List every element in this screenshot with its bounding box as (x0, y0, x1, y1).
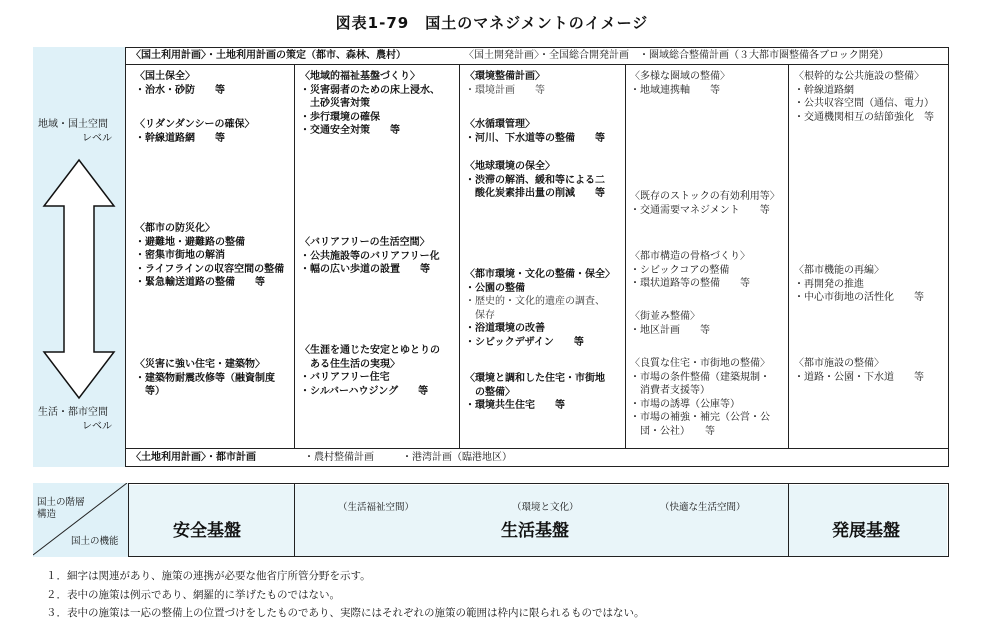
life-base-label: 生活基盤 (501, 521, 569, 541)
group-item: ・交通需要マネジメント 等 (630, 204, 770, 216)
group-item: 土砂災害対策 (300, 98, 370, 110)
top-strip-divider (126, 64, 948, 65)
group-heading: 〈地球環境の保全〉 (465, 161, 555, 172)
safety-base-label: 安全基盤 (173, 521, 241, 541)
group-item: ・中心市街地の活性化 等 (794, 292, 924, 304)
group-eco-housing (465, 372, 605, 413)
group-heading: 〈バリアフリーの生活空間〉 (300, 237, 430, 248)
group-heading: 〈多様な圏域の整備〉 (630, 71, 730, 82)
double-arrow-icon (40, 158, 118, 400)
group-heading: 〈災害に強い住宅・建築物〉 (135, 359, 265, 370)
group-global-environment (465, 160, 605, 201)
group-item: ・密集市街地の解消 (135, 250, 225, 262)
note-2: ２．表中の施策は例示であり、網羅的に挙げたものではない。 (46, 588, 340, 601)
group-item: ・ライフラインの収容空間の整備 (135, 263, 285, 275)
group-water-cycle (465, 118, 605, 145)
column-divider-4 (788, 64, 789, 448)
group-national-conservation (135, 70, 225, 97)
group-item: ・歩行環境の確保 (300, 111, 380, 123)
bottom-strip-divider (126, 448, 948, 449)
hierarchy-label-line2: 構造 (37, 509, 57, 520)
level-bottom-label-2: レベル (82, 421, 112, 432)
group-item: ・避難地・避難路の整備 (135, 236, 245, 248)
group-heading: 〈都市環境・文化の整備・保全〉 (465, 269, 615, 280)
land-use-plan-strip (131, 49, 406, 63)
group-item: ・地区計画 等 (630, 324, 710, 336)
function-table-header-cell (33, 483, 129, 557)
group-item: ・シビックデザイン 等 (465, 336, 584, 348)
group-urban-disaster-prevention (135, 222, 284, 290)
group-heading: 〈生涯を通じた安定とゆとりの (300, 345, 440, 356)
group-heading: 〈地域的福祉基盤づくり〉 (300, 71, 420, 82)
national-development-plan-strip (464, 49, 889, 63)
national-development-plan-text: 〈国土開発計画〉・全国総合開発計画 ・圏域総合整備計画（３大都市圏整備各ブロック開発） (464, 50, 889, 61)
group-urban-facilities (794, 357, 924, 384)
welfare-space-label: （生活福祉空間） (338, 502, 415, 513)
group-item: ・シルバーハウジング 等 (300, 385, 429, 397)
note-3: ３．表中の施策は一応の整備上の位置づけをしたものであり、実際にはそれぞれの施策の範囲は枠内に限られるものではない。 (46, 607, 645, 619)
function-label: 国土の機能 (71, 536, 119, 547)
group-urban-culture (465, 268, 615, 350)
group-lifelong-housing (300, 344, 440, 398)
group-item: 酸化炭素排出量の削減 等 (465, 188, 605, 200)
hierarchy-label-line1: 国土の階層 (37, 497, 85, 508)
group-item: ・渋滞の解消、緩和等による二 (465, 174, 605, 186)
development-base-label: 発展基盤 (832, 521, 900, 541)
rural-plan-text: ・農村整備計画 (304, 452, 374, 463)
group-item: ・建築物耐震改修等（融資制度 (135, 372, 275, 384)
group-quality-housing (630, 357, 770, 439)
group-barrier-free-space (300, 236, 440, 277)
port-plan-text: ・港湾計画（臨港地区） (402, 452, 512, 463)
group-item: ・環状道路等の整備 等 (630, 278, 750, 290)
group-item: ・シビックコアの整備 (630, 264, 730, 276)
group-streetscape (630, 310, 710, 337)
hierarchy-label (37, 497, 85, 521)
comfort-space-label: （快適な生活空間） (660, 502, 746, 513)
group-item: ある住生活の実現〉 (300, 358, 400, 370)
level-bottom-label-1: 生活・都市空間 (38, 407, 108, 418)
group-heading: 〈環境整備計画〉 (465, 71, 545, 82)
group-regional-welfare-base (300, 70, 440, 138)
column-divider-3 (625, 64, 626, 448)
group-existing-stock (630, 190, 780, 217)
group-item: ・環境計画 等 (465, 84, 545, 96)
environment-culture-label: （環境と文化） (512, 502, 579, 513)
note-1: １．細字は関連があり、施策の連携が必要な他省庁所管分野を示す。 (46, 570, 371, 582)
group-item: ・緊急輸送道路の整備 等 (135, 277, 265, 289)
group-heading: 〈街並み整備〉 (630, 311, 700, 322)
group-item: 等） (135, 386, 165, 398)
group-item: ・公共収容空間（通信、電力） (794, 98, 934, 110)
group-item: ・再開発の推進 (794, 278, 864, 290)
group-heading: 〈都市の防災化〉 (135, 223, 215, 234)
group-heading: 〈国土保全〉 (135, 71, 195, 82)
column-divider-1 (294, 64, 295, 448)
group-heading: 〈都市機能の再編〉 (794, 265, 884, 276)
group-item: 団・公社） 等 (630, 425, 715, 437)
group-item: ・道路・公園・下水道 等 (794, 371, 924, 383)
group-heading: 〈既存のストックの有効利用等〉 (630, 191, 780, 202)
group-item: ・浴道環境の改善 (465, 323, 545, 335)
figure-title: 図表1-79 国土のマネジメントのイメージ (335, 14, 649, 32)
group-item: ・市場の条件整備（建築規制・ (630, 371, 770, 383)
group-heading: 〈リダンダンシーの確保〉 (135, 119, 255, 130)
group-item: ・公共施設等のバリアフリー化 (300, 250, 440, 262)
group-heading: 〈良質な住宅・市街地の整備〉 (630, 358, 770, 369)
group-urban-function-reorganization (794, 264, 924, 305)
group-item: ・地域連携軸 等 (630, 84, 720, 96)
group-heading: 〈水循環管理〉 (465, 119, 535, 130)
group-item: ・治水・砂防 等 (135, 84, 225, 96)
group-item: 消費者支援等） (630, 385, 710, 397)
group-item: ・幹線道路網 等 (135, 132, 225, 144)
group-heading: 〈根幹的な公共施設の整備〉 (794, 71, 924, 82)
group-item: ・環境共生住宅 等 (465, 400, 565, 412)
group-regional-spheres (630, 70, 730, 97)
level-top-label-1: 地域・国土空間 (38, 119, 108, 130)
group-item: ・バリアフリー住宅 (300, 372, 390, 384)
group-environment-plan (465, 70, 545, 97)
city-plan-text: 〈土地利用計画〉・都市計画 (131, 452, 256, 463)
group-heading: 〈都市構造の骨格づくり〉 (630, 251, 750, 262)
land-use-plan-text: 〈国土利用計画〉・土地利用計画の策定（都市、森林、農村） (131, 50, 406, 61)
function-divider-2 (788, 484, 789, 556)
level-top-label-2: レベル (82, 133, 112, 144)
group-item: 保存 (465, 309, 495, 321)
group-heading: 〈都市施設の整備〉 (794, 358, 884, 369)
group-item: ・幹線道路網 (794, 84, 854, 96)
group-redundancy (135, 118, 255, 145)
function-table-frame (33, 483, 949, 557)
notes (46, 567, 645, 623)
group-item: ・災害弱者のための床上浸水、 (300, 84, 440, 96)
group-urban-structure (630, 250, 750, 291)
group-heading: 〈環境と調和した住宅・市街地 (465, 373, 605, 384)
group-core-public-facilities (794, 70, 934, 124)
group-disaster-resistant-buildings (135, 358, 275, 399)
group-item: ・歴史的・文化的遺産の調査、 (465, 296, 605, 308)
group-item: ・公園の整備 (465, 282, 525, 294)
group-item: ・幅の広い歩道の設置 等 (300, 264, 430, 276)
group-item: ・交通安全対策 等 (300, 125, 400, 137)
function-divider-1 (294, 484, 295, 556)
group-item: の整備〉 (465, 386, 515, 398)
group-item: ・市場の誘導（公庫等） (630, 398, 740, 410)
group-item: ・交通機関相互の結節強化 等 (794, 111, 934, 123)
group-item: ・河川、下水道等の整備 等 (465, 132, 605, 144)
group-item: ・市場の補強・補完（公営・公 (630, 412, 770, 424)
column-divider-2 (459, 64, 460, 448)
